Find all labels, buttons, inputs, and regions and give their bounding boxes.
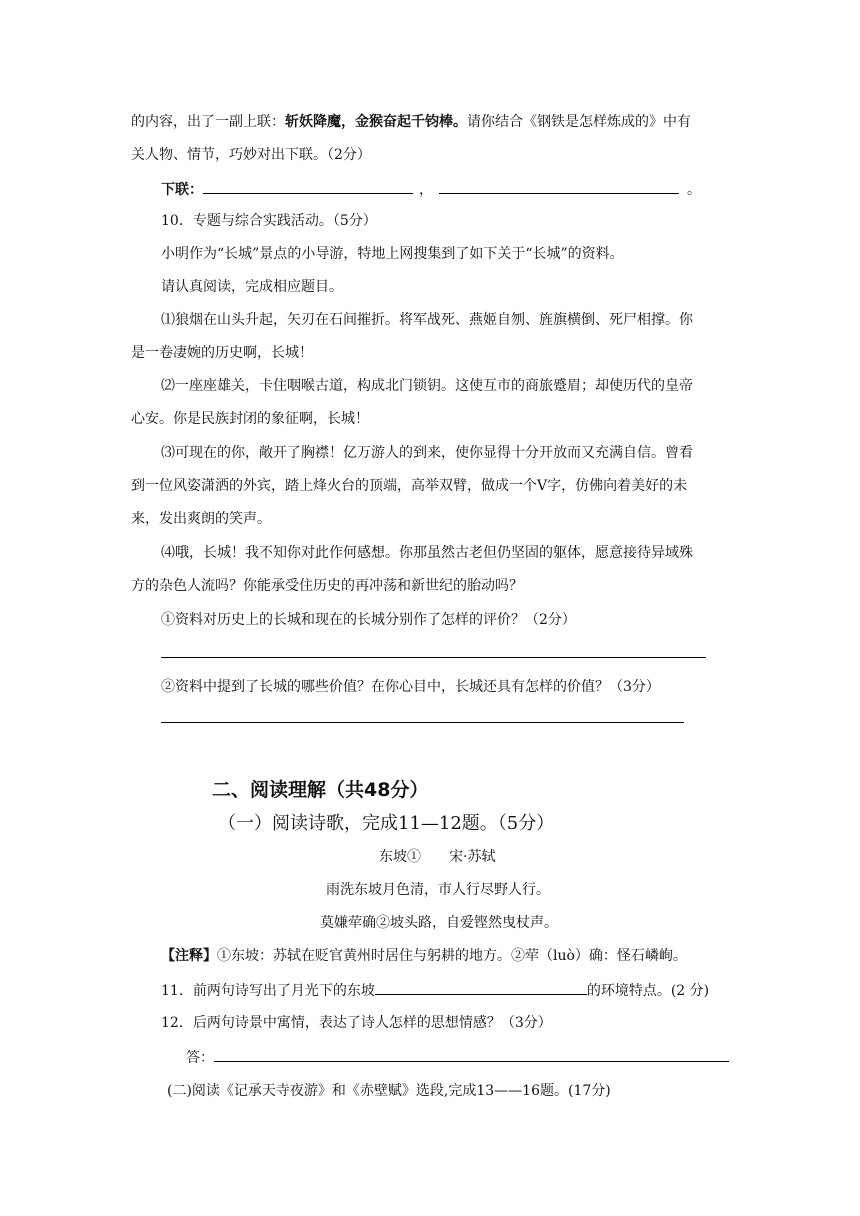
q10-sub1-answer-line[interactable] bbox=[161, 657, 706, 658]
q9-answer-blank-2[interactable] bbox=[439, 179, 679, 194]
q10-passage-2b: 心安。你是民族封闭的象征啊，长城！ bbox=[131, 411, 369, 427]
q12-answer-label: 答： bbox=[186, 1050, 214, 1066]
q10-instruction: 请认真阅读，完成相应题目。 bbox=[161, 279, 343, 295]
q10-passage-4b: 方的杂色人流吗？你能承受住历史的再冲荡和新世纪的胎动吗？ bbox=[131, 578, 523, 594]
q10-passage-1a: ⑴狼烟在山头升起，矢刃在石间摧折。将军战死、燕姬自刎、旌旗横倒、死尸相撑。你 bbox=[161, 312, 693, 328]
q12-answer-row bbox=[186, 1047, 729, 1068]
poem-line-2: 莫嫌荦确②坡头路，自爱铿然曳杖声。 bbox=[320, 915, 558, 931]
q9-answer-label: 下联： bbox=[161, 182, 203, 198]
q12-answer-blank[interactable] bbox=[214, 1047, 729, 1062]
q9-line2: 关人物、情节，巧妙对出下联。（2分） bbox=[131, 147, 371, 163]
q11 bbox=[161, 980, 709, 1001]
part2-heading: (二)阅读《记承天寺夜游》和《赤壁赋》选段,完成13——16题。(17分) bbox=[167, 1083, 611, 1099]
q10-passage-3a: ⑶可现在的你，敞开了胸襟！亿万游人的到来，使你显得十分开放而又充满自信。曾看 bbox=[161, 445, 693, 461]
q9-answer-blank-1[interactable] bbox=[203, 179, 413, 194]
q11-text-b: 的环境特点。(2 分) bbox=[586, 983, 710, 999]
note-label: 【注释】 bbox=[161, 948, 217, 964]
poem-line-1: 雨洗东坡月色清，市人行尽野人行。 bbox=[326, 882, 550, 898]
q10-intro: 小明作为“长城”景点的小导游，特地上网搜集到了如下关于“长城”的资料。 bbox=[161, 246, 624, 262]
q9-intro: 的内容，出了一副上联： bbox=[131, 114, 285, 130]
poem-author: 宋·苏轼 bbox=[449, 849, 496, 865]
q10-sub1: ①资料对历史上的长城和现在的长城分别作了怎样的评价？（2分） bbox=[161, 612, 576, 628]
q10-passage-4a: ⑷哦，长城！我不知你对此作何感想。你那虽然古老但仍坚固的躯体，愿意接待异域殊 bbox=[161, 545, 693, 561]
q9-couplet: 斩妖降魔，金猴奋起千钧棒。 bbox=[285, 114, 467, 130]
poem-title-row bbox=[379, 847, 495, 867]
q12: 12．后两句诗景中寓情，表达了诗人怎样的思想情感？（3分） bbox=[161, 1015, 552, 1031]
q10-sub2-answer-line[interactable] bbox=[161, 722, 684, 723]
poem-title: 东坡① bbox=[379, 849, 421, 865]
poem-note bbox=[161, 946, 687, 966]
q10-title: 10．专题与综合实践活动。（5分） bbox=[161, 213, 377, 229]
q11-text-a: 11．前两句诗写出了月光下的东坡 bbox=[161, 983, 375, 999]
q10-sub2: ②资料中提到了长城的哪些价值？在你心目中，长城还具有怎样的价值？（3分） bbox=[161, 679, 660, 695]
q10-passage-3b: 到一位风姿潇洒的外宾，踏上烽火台的顶端，高举双臂，做成一个V字，仿佛向着美好的未 bbox=[131, 478, 688, 494]
q9-line1 bbox=[131, 112, 691, 132]
q10-passage-3c: 来，发出爽朗的笑声。 bbox=[131, 511, 271, 527]
q10-passage-1b: 是一卷凄婉的历史啊，长城！ bbox=[131, 345, 313, 361]
section2-heading: 二、阅读理解（共48分） bbox=[212, 779, 429, 801]
q9-period: 。 bbox=[687, 182, 701, 198]
q10-passage-2a: ⑵一座座雄关，卡住咽喉古道，构成北门锁钥。这使互市的商旅蹙眉；却使历代的皇帝 bbox=[161, 378, 693, 394]
note-text: ①东坡：苏轼在贬官黄州时居住与躬耕的地方。②荦（luò）确：怪石嶙峋。 bbox=[217, 948, 687, 964]
q11-answer-blank[interactable] bbox=[375, 980, 587, 995]
q9-intro-tail: 请你结合《钢铁是怎样炼成的》中有 bbox=[467, 114, 691, 130]
q9-comma: ， bbox=[419, 182, 433, 198]
q9-answer-row bbox=[161, 179, 701, 200]
part1-heading: （一）阅读诗歌，完成11—12题。（5分） bbox=[218, 813, 555, 834]
